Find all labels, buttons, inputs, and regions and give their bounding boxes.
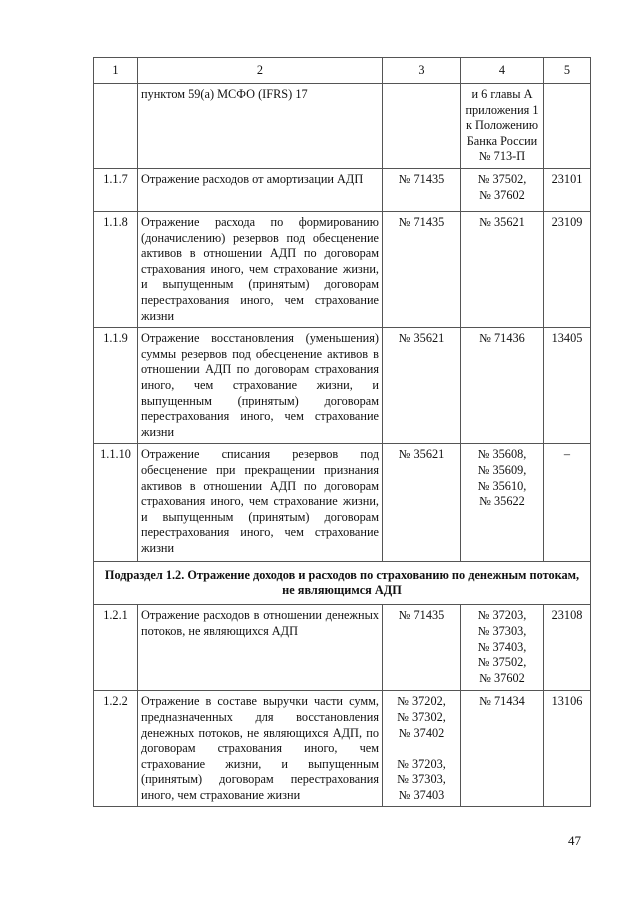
account-number: № 71435 (398, 215, 445, 229)
cell-num: 1.1.8 (94, 212, 138, 328)
cell-credit (461, 84, 544, 169)
cell-debit (383, 691, 461, 807)
account-number: № 37602 (479, 187, 525, 202)
cell-credit (461, 328, 544, 444)
header-cell: 4 (461, 58, 544, 84)
text-line: Банка России (466, 133, 538, 148)
cell-num: 1.2.1 (94, 605, 138, 691)
cell-num (94, 84, 138, 169)
table-row (94, 691, 591, 807)
cell-credit (461, 691, 544, 807)
table-row (94, 169, 591, 212)
account-number: № 37403, (477, 639, 527, 654)
table-row (94, 328, 591, 444)
account-number: № 35621 (398, 447, 445, 462)
account-number (387, 741, 456, 757)
account-number: № 35610, (477, 478, 527, 493)
account-number: № 37502, (477, 655, 527, 670)
cell-credit (461, 444, 544, 562)
account-number: № 37202, (397, 694, 446, 709)
account-number: № 71436 (479, 331, 525, 346)
account-number: № 71435 (398, 172, 445, 186)
accounting-entries-table (93, 57, 591, 807)
cell-credit (461, 212, 544, 328)
account-number: № 37303, (397, 772, 446, 787)
cell-num: 1.1.7 (94, 169, 138, 212)
cell-credit (461, 605, 544, 691)
table-row (94, 605, 591, 691)
account-number: № 37302, (397, 709, 446, 724)
cell-code: 23108 (544, 605, 591, 691)
cell-description: пунктом 59(а) МСФО (IFRS) 17 (138, 84, 383, 169)
cell-description: Отражение восстановления (уменьшения) суммы резервов под обесценение активов в отношении АДП по договорам страхования иного, чем страхование жизни, и выпущенным (принятым) договорам перестрахования иного, чем страхование жизни (138, 328, 383, 444)
cell-code: 23109 (544, 212, 591, 328)
cell-code (544, 84, 591, 169)
cell-debit (383, 169, 461, 212)
cell-debit (383, 444, 461, 562)
account-number: № 35608, (477, 447, 527, 462)
text-line: к Положению (465, 118, 539, 133)
cell-num: 1.1.10 (94, 444, 138, 562)
header-cell: 5 (544, 58, 591, 84)
account-number: № 35622 (479, 494, 525, 509)
table-row (94, 212, 591, 328)
cell-debit (383, 328, 461, 444)
account-number: № 37203, (397, 756, 446, 771)
header-cell: 3 (383, 58, 461, 84)
header-row (94, 58, 591, 84)
text-line: № 713-П (478, 149, 526, 164)
account-number: № 35621 (479, 215, 525, 229)
subsection-row (94, 562, 591, 605)
text-line: и 6 главы А (471, 87, 533, 101)
cell-num: 1.2.2 (94, 691, 138, 807)
cell-description: Отражение расходов от амортизации АДП (138, 169, 383, 212)
header-cell: 1 (94, 58, 138, 84)
cell-debit (383, 212, 461, 328)
table-row (94, 444, 591, 562)
cell-code: 23101 (544, 169, 591, 212)
text-line: приложения 1 (465, 102, 539, 117)
account-number: № 35609, (477, 462, 527, 477)
account-number: № 37502, (477, 172, 527, 186)
cell-debit (383, 84, 461, 169)
account-number: № 37402 (398, 725, 445, 740)
account-number: № 37203, (477, 608, 527, 623)
cell-description: Отражение расходов в отношении денежных потоков, не являющихся АДП (138, 605, 383, 691)
cell-description: Отражение списания резервов под обесценение при прекращении признания активов в отношении АДП по договорам страхования иного, чем страхование жизни, и выпущенным (принятым) договорам перестрахования иного, чем страхование жизни (138, 444, 383, 562)
cell-code: 13106 (544, 691, 591, 807)
subsection-title: Подраздел 1.2. Отражение доходов и расходов по страхованию по денежным потокам, не являющимся АДП (94, 562, 591, 605)
account-number: № 35621 (398, 331, 445, 346)
cell-code: – (544, 444, 591, 562)
cell-credit (461, 169, 544, 212)
cell-description: Отражение в составе выручки части сумм, предназначенных для восстановления денежных потоков, не являющихся АДП, по договорам страхования иного, чем страхование жизни, и выпущенным (принятым) договорам перестрахования иного, чем страхование жизни (138, 691, 383, 807)
account-number: № 37602 (479, 670, 525, 685)
cell-description: Отражение расхода по формированию (доначислению) резервов под обесценение активов в отношении АДП по договорам страхования иного, чем страхование жизни, и выпущенным (принятым) договорам перестрахования иного, чем страхование жизни (138, 212, 383, 328)
header-cell: 2 (138, 58, 383, 84)
account-number: № 71435 (398, 608, 445, 623)
continuation-row (94, 84, 591, 169)
account-number: № 71434 (479, 694, 525, 709)
cell-code: 13405 (544, 328, 591, 444)
account-number: № 37303, (477, 623, 527, 638)
page-number: 47 (568, 833, 581, 848)
cell-num: 1.1.9 (94, 328, 138, 444)
cell-debit (383, 605, 461, 691)
account-number: № 37403 (398, 787, 445, 802)
